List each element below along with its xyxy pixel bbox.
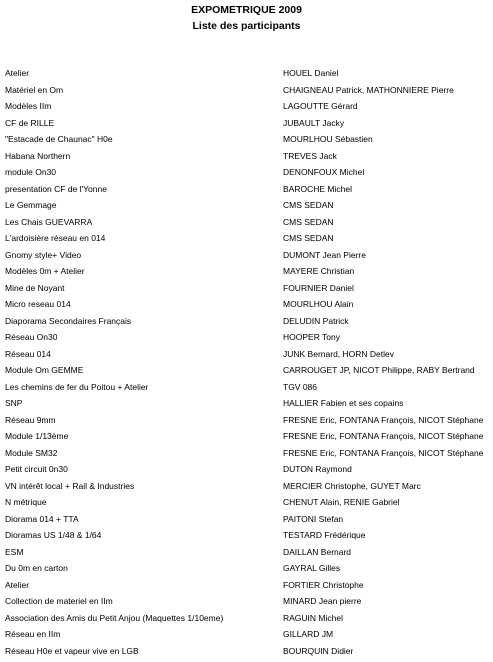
- exhibit-name: Habana Northern: [5, 151, 70, 162]
- participant-name: TREVES Jack: [283, 151, 337, 162]
- exhibit-name: Diaporama Secondaires Français: [5, 316, 131, 327]
- participant-name: GILLARD JM: [283, 629, 333, 640]
- exhibit-name: N métrique: [5, 497, 47, 508]
- participant-name: FRESNE Eric, FONTANA François, NICOT Stéphane: [283, 415, 483, 426]
- list-item: [0, 580, 493, 597]
- list-item: [0, 68, 493, 85]
- participant-name: MERCIER Christophe, GUYET Marc: [283, 481, 421, 492]
- list-item: [0, 481, 493, 498]
- list-item: [0, 217, 493, 234]
- document-title: EXPOMETRIQUE 2009: [0, 4, 493, 16]
- participant-name: CHENUT Alain, RENIE Gabriel: [283, 497, 400, 508]
- exhibit-name: Module Om GEMME: [5, 365, 83, 376]
- list-item: [0, 398, 493, 415]
- exhibit-name: Module 1/13ème: [5, 431, 68, 442]
- exhibit-name: Module SM32: [5, 448, 57, 459]
- exhibit-name: Réseau en IIm: [5, 629, 60, 640]
- list-item: [0, 250, 493, 267]
- participant-name: BOURQUIN Didier: [283, 646, 353, 657]
- participant-name: FORTIER Christophe: [283, 580, 364, 591]
- exhibit-name: Dioramas US 1/48 & 1/64: [5, 530, 101, 541]
- list-item: [0, 332, 493, 349]
- participant-name: DELUDIN Patrick: [283, 316, 349, 327]
- list-item: [0, 200, 493, 217]
- list-item: [0, 563, 493, 580]
- participant-name: FRESNE Eric, FONTANA François, NICOT Stéphane: [283, 448, 483, 459]
- exhibit-name: Collection de materiel en IIm: [5, 596, 113, 607]
- list-item: [0, 151, 493, 168]
- list-item: [0, 101, 493, 118]
- list-item: [0, 233, 493, 250]
- participant-name: HOOPER Tony: [283, 332, 340, 343]
- exhibit-name: ESM: [5, 547, 23, 558]
- participant-name: CMS SEDAN: [283, 217, 334, 228]
- participant-name: MAYERE Christian: [283, 266, 354, 277]
- list-item: [0, 266, 493, 283]
- list-item: [0, 497, 493, 514]
- participant-name: DUTON Raymond: [283, 464, 352, 475]
- participant-name: JUBAULT Jacky: [283, 118, 344, 129]
- exhibit-name: Modèles IIm: [5, 101, 51, 112]
- participant-name: HOUEL Daniel: [283, 68, 338, 79]
- exhibit-name: L'ardoisière réseau en 014: [5, 233, 105, 244]
- list-item: [0, 464, 493, 481]
- exhibit-name: Les Chais GUEVARRA: [5, 217, 92, 228]
- list-item: [0, 167, 493, 184]
- list-item: [0, 134, 493, 151]
- participants-list: [0, 68, 493, 662]
- exhibit-name: Petit circuit 0n30: [5, 464, 68, 475]
- exhibit-name: Réseau On30: [5, 332, 57, 343]
- participant-name: CMS SEDAN: [283, 200, 334, 211]
- exhibit-name: Gnomy style+ Video: [5, 250, 81, 261]
- list-item: [0, 118, 493, 135]
- exhibit-name: Modèles 0m + Atelier: [5, 266, 85, 277]
- participant-name: GAYRAL Gilles: [283, 563, 340, 574]
- exhibit-name: "Estacade de Chaunac" H0e: [5, 134, 113, 145]
- exhibit-name: Les chemins de fer du Poitou + Atelier: [5, 382, 148, 393]
- participant-name: HALLIER Fabien et ses copains: [283, 398, 403, 409]
- participant-name: LAGOUTTE Gérard: [283, 101, 358, 112]
- participant-name: CARROUGET JP, NICOT Philippe, RABY Bertrand: [283, 365, 475, 376]
- participant-name: MOURLHOU Sébastien: [283, 134, 373, 145]
- list-item: [0, 596, 493, 613]
- exhibit-name: Le Gemmage: [5, 200, 57, 211]
- list-item: [0, 85, 493, 102]
- participant-name: MINARD Jean pierre: [283, 596, 361, 607]
- participant-name: RAGUIN Michel: [283, 613, 343, 624]
- exhibit-name: Mine de Noyant: [5, 283, 65, 294]
- participant-name: FRESNE Eric, FONTANA François, NICOT Stéphane: [283, 431, 483, 442]
- list-item: [0, 349, 493, 366]
- list-item: [0, 613, 493, 630]
- list-item: [0, 283, 493, 300]
- participant-name: TGV 086: [283, 382, 317, 393]
- exhibit-name: Réseau H0e et vapeur vive en LGB: [5, 646, 139, 657]
- list-item: [0, 299, 493, 316]
- participant-name: DAILLAN Bernard: [283, 547, 351, 558]
- list-item: [0, 184, 493, 201]
- list-item: [0, 530, 493, 547]
- exhibit-name: Atelier: [5, 580, 29, 591]
- exhibit-name: Micro reseau 014: [5, 299, 71, 310]
- participant-name: BAROCHE Michel: [283, 184, 352, 195]
- participant-name: MOURLHOU Alain: [283, 299, 353, 310]
- list-item: [0, 547, 493, 564]
- exhibit-name: Atelier: [5, 68, 29, 79]
- list-item: [0, 431, 493, 448]
- exhibit-name: Du 0m en carton: [5, 563, 68, 574]
- exhibit-name: CF de RILLE: [5, 118, 54, 129]
- list-item: [0, 365, 493, 382]
- exhibit-name: VN intérêt local + Rail & Industries: [5, 481, 134, 492]
- participant-name: JUNK Bernard, HORN Detlev: [283, 349, 394, 360]
- participant-name: PAITONI Stefan: [283, 514, 343, 525]
- participant-name: CHAIGNEAU Patrick, MATHONNIERE Pierre: [283, 85, 454, 96]
- participant-name: CMS SEDAN: [283, 233, 334, 244]
- exhibit-name: SNP: [5, 398, 22, 409]
- participant-name: TESTARD Frédérique: [283, 530, 366, 541]
- participant-name: DUMONT Jean Pierre: [283, 250, 366, 261]
- exhibit-name: Diorama 014 + TTA: [5, 514, 79, 525]
- participant-name: DENONFOUX Michel: [283, 167, 364, 178]
- exhibit-name: Réseau 9mm: [5, 415, 56, 426]
- list-item: [0, 514, 493, 531]
- exhibit-name: module On30: [5, 167, 56, 178]
- list-item: [0, 415, 493, 432]
- participant-name: FOURNIER Daniel: [283, 283, 354, 294]
- list-item: [0, 382, 493, 399]
- exhibit-name: Association des Amis du Petit Anjou (Maquettes 1/10eme): [5, 613, 223, 624]
- exhibit-name: presentation CF de l'Yonne: [5, 184, 107, 195]
- list-item: [0, 316, 493, 333]
- document-subtitle: Liste des participants: [0, 20, 493, 32]
- exhibit-name: Matériel en Om: [5, 85, 63, 96]
- exhibit-name: Réseau 014: [5, 349, 51, 360]
- list-item: [0, 629, 493, 646]
- list-item: [0, 448, 493, 465]
